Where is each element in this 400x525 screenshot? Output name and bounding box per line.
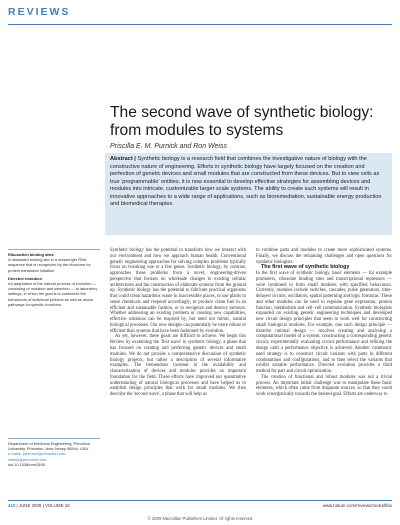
paragraph: The creation of functional and robust modules was not a trivial process. An important initial challenge was to manipulate these basic elements, which often came from disparate sources, so that they could work synergistically towards the desired goal. Efforts are underway to — [256, 374, 392, 398]
article-authors: Priscilla E. M. Purnick and Ron Weiss — [110, 143, 227, 150]
journal-website[interactable]: www.nature.com/reviews/molcellbio — [322, 503, 392, 508]
title-line-2: from modules to systems — [110, 122, 284, 139]
glossary — [8, 252, 100, 310]
title-line-1: The second wave of synthetic biology: — [110, 104, 374, 121]
glossary-term: Riboswitch binding sites — [8, 252, 54, 257]
paragraph: to combine parts and modules to create more sophisticated systems. Finally, we discuss the remaining challenges and open questions for synthetic biologists. — [256, 248, 392, 265]
paragraph: As yet, however, these goals are difficult to achieve. We begin this Review by examining the 'first wave' in synthetic biology, a phase that has focused on creating and perfecting genetic devices and small modules. We do not provide a comprehensive discussion of synthetic biology projects, but rather a description of several informative examples. The tremendous increase in the availability and characterization of devices and modules provides an important foundation for the field. These efforts have improved our quantitative understanding of natural biological processes and have helped us to establish design principles that work for small modules. We then describe the 'second wave', a phase that will help us — [110, 334, 246, 398]
paragraph: In the first wave of synthetic biology, basic elements — for example promoters, ribosome binding sites and transcriptional repressors — were combined to form small modules with specified behaviours. Currently, modules include switches, cascades, pulse generators, time-delayed circuits, oscillators, spatial patterning and logic formulas. These and other modules can be used to regulate gene expression, protein function, metabolism and cell–cell communication. Synthetic biologists expanded on existing genetic engineering techniques and developed new circuit design principles that seem to work well for constructing small biological modules. For example, one such design principle — iterative rational design — involves creating and analysing a computational model of a system, constructing a corresponding genetic circuit, experimentally evaluating circuit performance and refining the design until a performance objective is achieved. Another commonly used strategy is to construct circuit variants with parts in different combinations and configurations, and to then select the variants that exhibit suitable performance. Directed evolution provides a third method for part and circuit optimization. — [256, 271, 392, 375]
abstract — [110, 156, 388, 209]
affiliation-doi: doi:10.1038/nrm2698 — [8, 461, 45, 467]
footer-rule — [8, 500, 392, 501]
abstract-body: Synthetic biology is a research field that combines the investigative nature of biology with the constructive nature of engineering. Efforts in synthetic biology have largely focused on the creation and perfection of genetic devices and small modules that are constructed from these devices. But to view cells as true 'programmable' entities, it is now essential to develop effective strategies for assembling devices and modules into intricate, customizable larger scale systems. The ability to create such systems will result in innovative approaches to a wide range of applications, such as bioremediation, sustainable energy production and biomedical therapies. — [110, 156, 382, 207]
paragraph: Synthetic biology has the potential to transform how we interact with our environment and how we approach human health. Conventional genetic engineering approaches for solving complex problems typically focus on tweaking one or a few genes. Synthetic biology, by contrast, approaches these problems from a novel, engineering-driven perspective that focuses on wholesale changes to existing cellular architectures and the construction of elaborate systems from the ground up. Synthetic biology has the potential to fabricate practical organisms that could clean hazardous waste in inaccessible places, to use plants to sense chemicals and respond accordingly, to produce clean fuel in an efficient and sustainable fashion, or to recognize and destroy tumours. Whether addressing an existing problem or creating new capabilities, effective solutions can be inspired by, but need not mimic, natural biological processes. Our new designs can potentially be more robust or efficient than systems that have been fashioned by evolution. — [110, 248, 246, 334]
affiliation-text: Department of Electrical Engineering, Princeton University, Princeton, New Jersey 08544, USA. — [8, 441, 90, 452]
section-heading: The first wave of synthetic biology — [261, 264, 350, 271]
article-title — [110, 104, 390, 140]
issue-info: JUNE 2009 | VOLUME 10 — [18, 503, 70, 508]
glossary-definition: An adaptation of the natural process of evolution — consisting of mutation and selection — to laboratory settings, in which the goal is to customize the behaviours of individual proteins as well as whole pathways for specific functions. — [8, 281, 98, 307]
body-column-1 — [110, 248, 246, 398]
body-column-2 — [256, 248, 392, 398]
section-label: REVIEWS — [8, 6, 71, 18]
page-number: 410 — [8, 503, 16, 508]
header-rule — [8, 24, 392, 25]
affiliation-emails: e-mails: ppurnick@princeton.edu; rweiss@princeton.edu — [8, 451, 67, 462]
abstract-lead: Abstract | — [110, 156, 136, 162]
author-affiliation — [8, 441, 100, 467]
glossary-term: Directed evolution — [8, 275, 42, 281]
glossary-rule — [8, 249, 100, 250]
glossary-definition: A riboswitch binding site in a messenger RNA sequence that is recognized by the ribosome for protein translation initiation. — [8, 257, 91, 273]
copyright-notice: © 2009 Macmillan Publishers Limited. All rights reserved — [147, 516, 253, 521]
footer-issue: 410 | JUNE 2009 | VOLUME 10 — [8, 503, 70, 508]
affiliation-rule — [8, 438, 100, 439]
